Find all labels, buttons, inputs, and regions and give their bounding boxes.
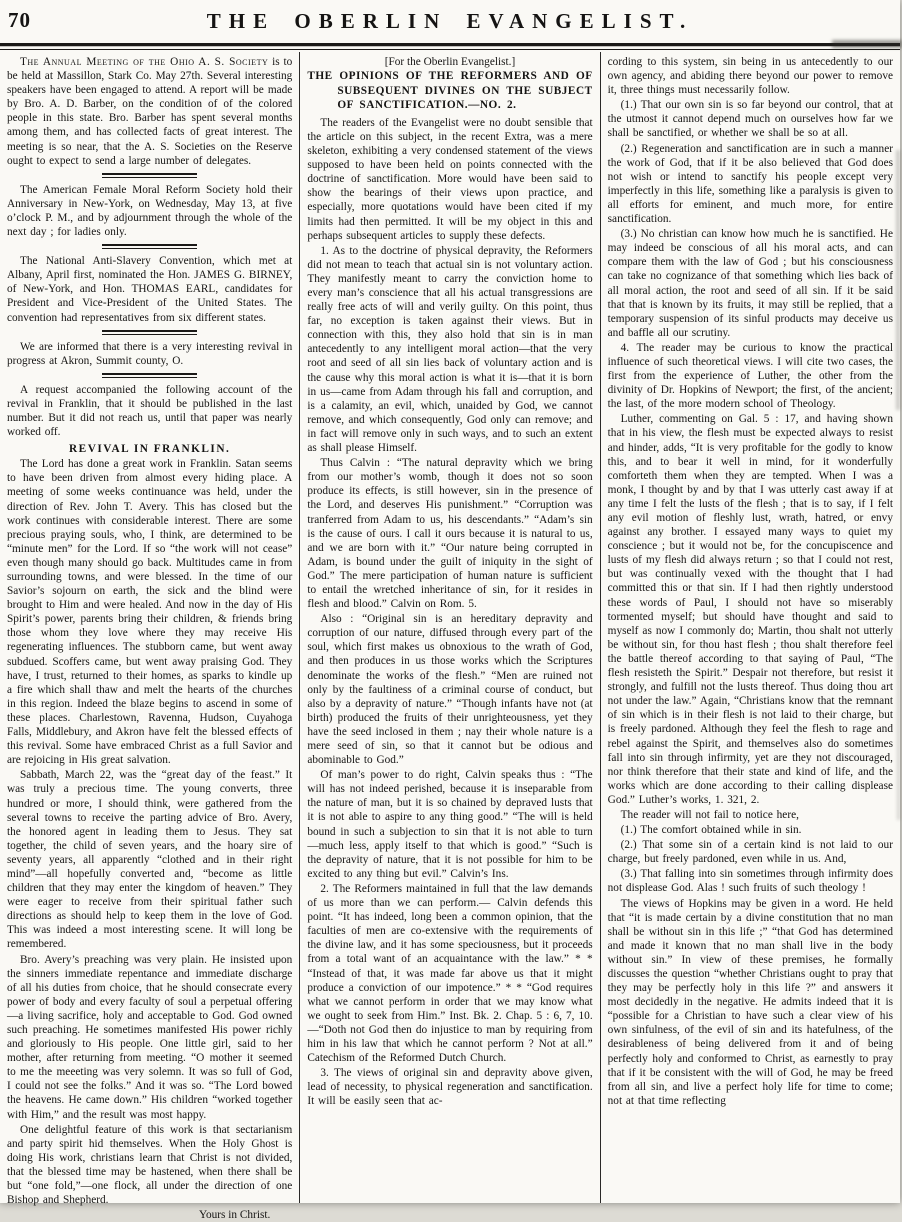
paragraph: (3.) That falling into sin sometimes through infirmity does not displease God. Alas ! such fruits of such theology ! [607, 868, 893, 895]
paragraph: (3.) No christian can know how much he is sanctified. He may indeed be conscious of all his moral acts, and can compare them with the law of God ; but his consciousness can take no cognizance of that something which lies back of all moral action, the root and seed of all sin. If it be said that that is known by its fruits, it may still be replied, that a temporary suspension of its sinful products may deceive us and baffle all our scrutiny. [607, 228, 893, 339]
smallcaps-lead: The Annual Meeting of the Ohio A. S. Society [20, 56, 269, 68]
column-3 [600, 52, 900, 1203]
paragraph: 1. As to the doctrine of physical depravity, the Reformers did not mean to teach that actual sin is not voluntary action. They manifestly meant to carry the conviction home to every man’s conscience that all his actual transgressions are really free acts of will and verily guilty. On this point, thus far, no exception is taken against their views. But in connection with this, they also hold that sin is in man antecedently to any intelligent moral action—that the very root and seed of all sin lies back of voluntary action and is the cause why this moral action is what it is—that it is born in us—came from Adam through his fall and corruption, and is a calamity, an evil, which, unaided by God, we cannot remove, and which consequently, God only can remove; and in fact will remove only in such ways, and to such an extent as shall please Himself. [307, 244, 593, 455]
paragraph: (2.) Regeneration and sanctification are in such a manner the work of God, that if it be also believed that God does not wish or intend to sanctify his people except very imperfectly in this life, something like a paralysis is given to all efforts for eminent, and much more, for entire sanctification. [607, 142, 893, 226]
page-header [0, 0, 900, 52]
section-divider [102, 373, 197, 378]
paragraph: One delightful feature of this work is that sectarianism and party spirit hid themselves. When the Holy Ghost is doing His work, christians learn that Christ is not divided, that the blessed time may be hastened, when there shall be but “one fold,”—one flock, all under the direction of one Bishop and Shepherd. [7, 1123, 293, 1207]
paragraph: The American Female Moral Reform Society hold their Anniversary in New-York, on Wednesday, May 13, at five o’clock P. M., and by adjournment through the whole of the next day ; for ladies only. [7, 183, 293, 239]
paragraph: The views of Hopkins may be given in a word. He held that “it is made certain by a divine constitution that no man shall be without sin in this life ;” “that God has determined and made it known that no man shall live in the body without sin.” In view of these premises, he formally discusses the question “whether Christians ought to pray that they may be perfectly holy in this life ?” and answers it most decidedly in the negative. He admits indeed that it is “possible for a Christian to have such a clear view of his own sinfulness, of the evil of sin and its hatefulness, of the desirableness of being delivered from it and of being perfectly holy and conformed to Christ, as earnestly to pray that if it be consistent with the will of God, he may be freed from all sin, and live a perfect holy life for time to come; not at that time reflecting [607, 897, 893, 1107]
column-layout [0, 52, 900, 1222]
paragraph: 4. The reader may be curious to know the practical influence of such theoretical views. I will cite two cases, the first from the experience of Luther, the other from the divinity of Dr. Hopkins of Newport; the first, of the ancient; the last, of the more modern school of Theology. [607, 341, 893, 411]
paragraph: Luther, commenting on Gal. 5 : 17, and having shown that in his view, the flesh must be expected always to resist and hinder, adds, “It is very profitable for the godly to know this, and to bear it well in mind, for it wonderfully comforteth them when they are tempted. When I was a monk, I thought by and by that I was utterly cast away if at any time I felt the lusts of the flesh ; that is to say, if I felt any evil motion of fleshly lust, wrath, hatred, or envy against any brother. I essayed many ways to quiet my conscience ; but it would not be, for the concupiscence and lusts of my flesh did always return ; so that I could not rest, but was continually vexed with the thought that I had committed this or that sin. If I had then rightly understood these words of Paul, I should not have so miserably tormented myself; but should have thought and said to myself as now I commonly do; Martin, thou shalt not utterly be without sin, for thou hast flesh ; thou shalt therefore feel the battle thereof according to that saying of Paul, “The flesh resisteth the Spirit.” Despair not therefore, but resist it strongly, and fulfill not the lusts thereof. Thus doing thou art not under the law.” Again, “Christians know that the remnant of sin which is in their flesh is not laid to their charge, but is freely pardoned. Although they feel the flesh to rage and rebel against the Spirit, and themselves also do sometimes fall into sin through infirmity, yet are they not discouraged, nor think therefore that their state and kind of life, and the works which are done according to their calling displease God.” Luther’s works, 1. 321, 2. [607, 413, 893, 806]
paragraph: The National Anti-Slavery Convention, which met at Albany, April first, nominated the Hon. JAMES G. BIRNEY, of New-York, and Hon. THOMAS EARL, candidates for President and Vice-President of the United States. The convention had representatives from six different states. [7, 255, 293, 324]
column-2 [299, 52, 599, 1203]
paragraph: (1.) That our own sin is so far beyond our control, that at the utmost it cannot depend much on ourselves how far we shall be sanctified, or whether we shall be so at all. [607, 99, 893, 140]
article-title: THE OPINIONS OF THE REFORMERS AND OF SUBSEQUENT DIVINES ON THE SUBJECT OF SANCTIFICATION.—NO. 2. [307, 70, 593, 112]
paragraph: Bro. Avery’s preaching was very plain. He insisted upon the sinners immediate repentance and immediate discharge of all his duties from choice, that he should consecrate every power of body and every faculty of soul a perpetual offering—a living sacrifice, holy and acceptable to God. God owned such preaching. He sometimes manifested His power richly and gloriously to His people. One little girl, said to her mother, after returning from meeting. “O mother it seemed to me the meeeting was very solemn. It was so full of God, I could not see the folks.” And it was so. “The Lord bowed the heavens. He came down.” His children “worked together with Him,” and the result was most happy. [7, 953, 293, 1121]
section-divider [102, 173, 197, 178]
paragraph: Thus Calvin : “The natural depravity which we bring from our mother’s womb, though it does not so soon produce its effects, is still however, sin in the presence of the Lord, and deserves His punishment.” “Corruption was tranferred from Adam to us, his descendants.” “Adam’s sin is the cause of ours. I call it ours because it is natural to us, and we are born with it.” “Our nature being corrupted in Adam, is bound under the guilt of iniquity in the sight of God.” The mere participation of human nature is sufficient to entail the wretched inheritance of sin, for it resides in flesh and blood.” Calvin on Rom. 5. [307, 457, 593, 611]
paragraph: We are informed that there is a very interesting revival in progress at Akron, Summit county, O. [7, 340, 293, 367]
paragraph: 3. The views of original sin and depravity above given, lead of necessity, to physical regeneration and sanctification. It will be easily seen that ac- [307, 1067, 593, 1108]
paragraph: The Lord has done a great work in Franklin. Satan seems to have been driven from almost every hiding place. A meeting of some weeks continuance was held, under the direction of Rev. John T. Avery. This has closed but the work continues with considerable interest. There are some precious praying souls, who, I think, are determined to be “minute men” for the Lord. If so “the work will not cease” even though many should go back. Multitudes came in from surrounding towns, and were blessed. In the time of our Savior’s sojourn on earth, the sick and the blind were brought to Him and were healed. And now in the day of His Spirit’s power, parents bring their children, & friends bring those whom they love where they may receive His regenerating influences. The stubborn came, but went away subdued. Scoffers came, but went away praising God. They have, I trust, returned to their homes, as sparks to kindle up a fire which shall thaw and melt the hearts of the churches in this region. Indeed the blaze begins to ascend in some of these places. Charlestown, Ravenna, Hudson, Cuyahoga Falls, Middlebury, and Akron have felt the blessed effects of this revival. Some have embraced Christ as a full Savior and are rejoicing in His great salvation. [7, 458, 293, 767]
paragraph: Sabbath, March 22, was the “great day of the feast.” It was truly a precious time. The young converts, three hundred or more, I should think, were gathered from the several towns to receive the parting advice of Bro. Avery, the honored agent in leading them to Jesus. They sat together, the child of seven years, and the hoary sire of seventy years, all apparently “clothed and in their right mind”—all hopefully converted and, “become as little children that they may enter the kingdom of heaven.” They were eager to receive from their spiritual father such directions as should help to keep them in the love of God. This was indeed a most interesting scene. It will long be remembered. [7, 769, 293, 951]
signature-line: Yours in Christ. [198, 1209, 271, 1222]
column-1 [0, 52, 299, 1222]
paragraph: Also : “Original sin is an hereditary depravity and corruption of our nature, diffused through every part of the soul, which first makes us obnoxious to the wrath of God, and then produces in us those works which the Scriptures denominate the works of the flesh.” “Men are ruined not only by the faultiness of a criminal course of conduct, but also by a depravity of nature.” “Though infants have not (at birth) produced the fruits of their unrighteousness, yet they have the seed inclosed in them ; nay their whole nature is a mere seed of sin, so that it cannot but be odious and abominable to God.” [307, 613, 593, 767]
section-heading: REVIVAL IN FRANKLIN. [69, 443, 231, 456]
paragraph: 2. The Reformers maintained in full that the law demands of us more than we can perform.— Calvin defends this point. “It has indeed, long been a common opinion, that the faculties of men are co-extensive with the requirements of the divine law, and it has some speciousness, but it proceeds from a total want of an acquaintance with the law.” * * “Instead of that, it was made far above us that it might produce a conviction of our impotence.” * * “God requires what we cannot perform in order that we may know what we ought to seek from Him.” Inst. Bk. 2. Chap. 5 : 6, 7, 10.—“Doth not God then do injustice to man by requiring from him in his law that which he cannot perform ? Not at all.” Catechism of the Reformed Dutch Church. [307, 882, 593, 1065]
masthead-title: THE OBERLIN EVANGELIST. [206, 9, 694, 33]
paragraph: Of man’s power to do right, Calvin speaks thus : “The will has not indeed perished, because it is inseparable from the nature of man, but it is so chained by depraved lusts that it is not able to aspire to any thing good.” “The will is held bound in such a subjection to sin that it is not able to turn —much less, apply itself to that which is good.” “Such is the depravity of nature, that it is not possible for him to be excited to any thing but evil.” Calvin’s Ins. [307, 769, 593, 880]
paragraph: The readers of the Evangelist were no doubt sensible that the article on this subject, in the recent Extra, was a mere skeleton, exhibiting a very condensed statement of the views supposed to have been held on points connected with the doctrine of sanctification. More would have been said to show the bearings of their views upon practice, and especially, more quotations would have been cited if my limits had then permitted. It will be my object in this and perhaps subsequent articles to supply these defects. [307, 116, 593, 242]
paragraph: The reader will not fail to notice here, [620, 808, 799, 821]
header-rule-thin [0, 49, 900, 50]
paragraph: The Annual Meeting of the Ohio A. S. Society is to be held at Massillon, Stark Co. May 27th. Several interesting speakers have been engaged to attend. A report will be made by Bro. A. D. Barber, on the condition of of the colored people in this state. Bro. Barber has spent several months among them, and has collected facts of great interest. The meeting is so near, that the A. S. Societies on the Reserve ought to expect to send a large number of delegates. [7, 56, 293, 167]
page-number: 70 [8, 8, 31, 32]
paragraph: (1.) The comfort obtained while in sin. [620, 824, 802, 837]
paragraph: (2.) That some sin of a certain kind is not laid to our charge, but freely pardoned, even while in us. And, [607, 839, 893, 866]
section-divider [102, 244, 197, 249]
section-divider [102, 330, 197, 335]
paragraph: A request accompanied the following account of the revival in Franklin, that it should be published in the last number. But it did not reach us, until that paper was nearly worked off. [7, 383, 293, 439]
header-rule-thick [0, 43, 900, 46]
paragraph: cording to this system, sin being in us antecedently to our own agency, and abiding there beyond our power to remove it, three things must necessarily follow. [607, 56, 893, 97]
article-attribution: [For the Oberlin Evangelist.] [384, 56, 516, 68]
